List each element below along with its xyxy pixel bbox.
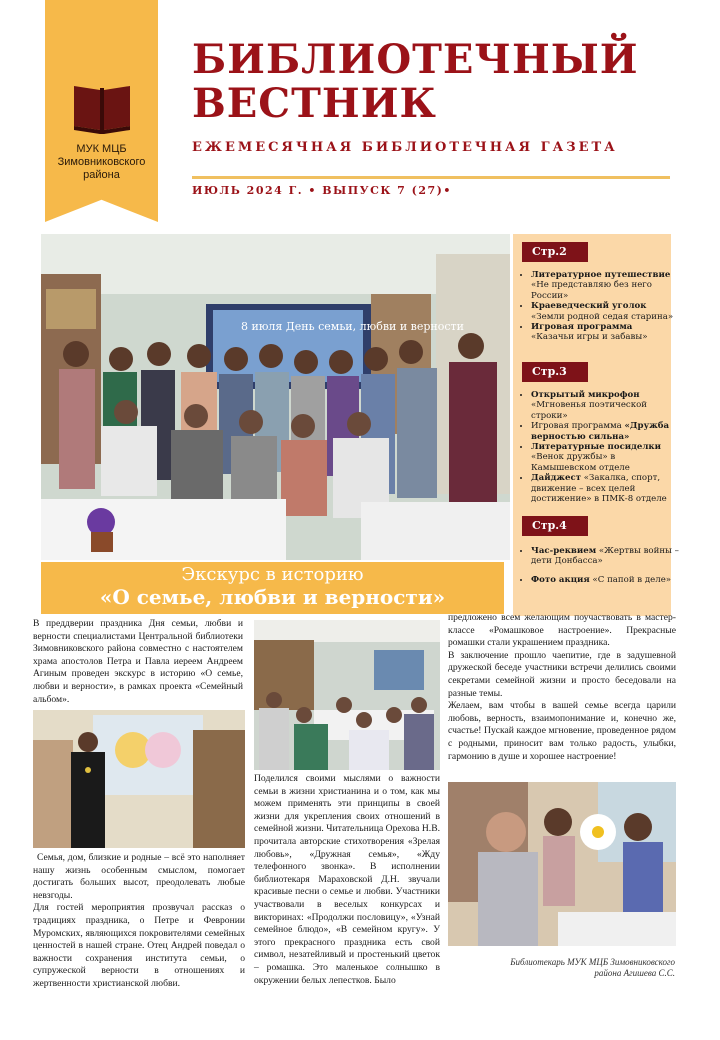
page-tag-3: Стр.3 [522,362,588,382]
organization-name: МУК МЦБ Зимовниковского района [57,143,146,181]
masterclass-photo [448,782,676,946]
projection-text: 8 июля День семьи, любви и верности [241,320,464,333]
event-hall-photo [254,620,440,770]
list-item: • Литературное путешествие «Не представляю без него России» [531,270,681,301]
feature-caption-band [41,562,504,614]
page4-list [519,546,681,585]
priest-photo [33,710,245,848]
contents-sidebar [513,234,679,616]
article-col3-body: предложено всем желающим поучаствовать в мастер-классе «Ромашковое настроение». Прекрасные ромашки стали украшением праздника. В заключение прошло чаепитие, где в задушевной дружеской беседе участники встречи делились своими секретами семейной жизни и просто беседовали на разные темы. Желаем, вам чтобы в вашей семье всегда царили любовь, верность, взаимопонимание и, конечно же, счастье! Пускай каждое мгновение, проведенное рядом с родными, приносит вам только радость, улыбки, гармонию в душе и хорошее настроение! [448,612,676,762]
header-divider [192,176,670,179]
list-item: • Час-реквием «Жертвы войны – дети Донбасса» [531,546,681,567]
article-col1-body: Семья, дом, близкие и родные – всё это наполняет нашу жизнь особенным смыслом, помогает достигать больших высот, преодолевать любые невзгоды. Для гостей мероприятия прозвучал рассказ о традициях праздника, о Петре и Февронии Муромских, являющихся покровителями семейных ценностей в нашей стране. Отец Андрей поведал о важности сохранения института семьи, о супружеской верности в отношениях и жертвенности христианской любви. [33,852,245,989]
photo-credit: Библиотекарь МУК МЦБ Зимовниковского района Агишева С.С. [510,957,675,978]
book-icon [70,80,134,136]
list-item: • Фото акция «С папой в деле» [531,575,681,585]
page-tag-2: Стр.2 [522,242,588,262]
article-col1-intro: В преддверии праздника Дня семьи, любви и верности специалистами Центральной библиотеки Зимовниковского района совместно с настоятелем храма апостолов Петра и Павла иереем Андреем Агиным проведен экскурс в историю «О семье, любви и верности», в рамках проекта «Семейный альбом». [33,618,243,705]
newspaper-title: БИБЛИОТЕЧНЫЙ ВЕСТНИК [192,36,639,127]
list-item: • Открытый микрофон «Мгновенья поэтической строки» [531,390,681,421]
list-item: • Литературные посиделки «Венок дружбы» в Камышевском отделе [531,442,681,473]
list-item: • Игровая программа «Казачьи игры и забавы» [531,322,681,343]
list-item: • Краеведческий уголок «Земли родной седая старина» [531,301,681,322]
feature-caption-line1: Экскурс в историю [181,564,364,585]
issue-line: ИЮЛЬ 2024 Г. • ВЫПУСК 7 (27)• [192,184,452,197]
list-item: • Дайджест «Закалка, спорт, движение – всех целей достижение» в ПМК-8 отделе [531,473,681,504]
newspaper-subtitle: ЕЖЕМЕСЯЧНАЯ БИБЛИОТЕЧНАЯ ГАЗЕТА [192,140,618,155]
page3-list [519,390,681,504]
list-item: • Игровая программа «Дружба верностью сильна» [531,421,681,442]
article-col2-body: Поделился своими мыслями о важности семьи в жизни христианина и о том, как мы можем применять эти принципы в своей жизни для укрепления своих отношений в семейной жизни. Читательница Орехова Н.В. прочитала авторские стихотворения «Зрелая любовь», «Дружная семья», «Жду телефонного звонка». В исполнении библиотекаря Мараховской Д.Н. звучали красивые песни о семье и любви. Участники участвовали в веселых конкурсах и викторинах: «Продолжи пословицу», «Узнай семейное блюдо», «В семейном кругу». У этого прекрасного праздника есть свой символ, незатейливый и простенький цветок – ромашка. Это маленькое солнышко в окружении белых лепестков. Было [254,773,440,986]
feature-caption-line2: «О семье, любви и верности» [99,585,446,609]
page2-list [519,270,681,343]
page-tag-4: Стр.4 [522,516,588,536]
main-group-photo [41,234,510,560]
